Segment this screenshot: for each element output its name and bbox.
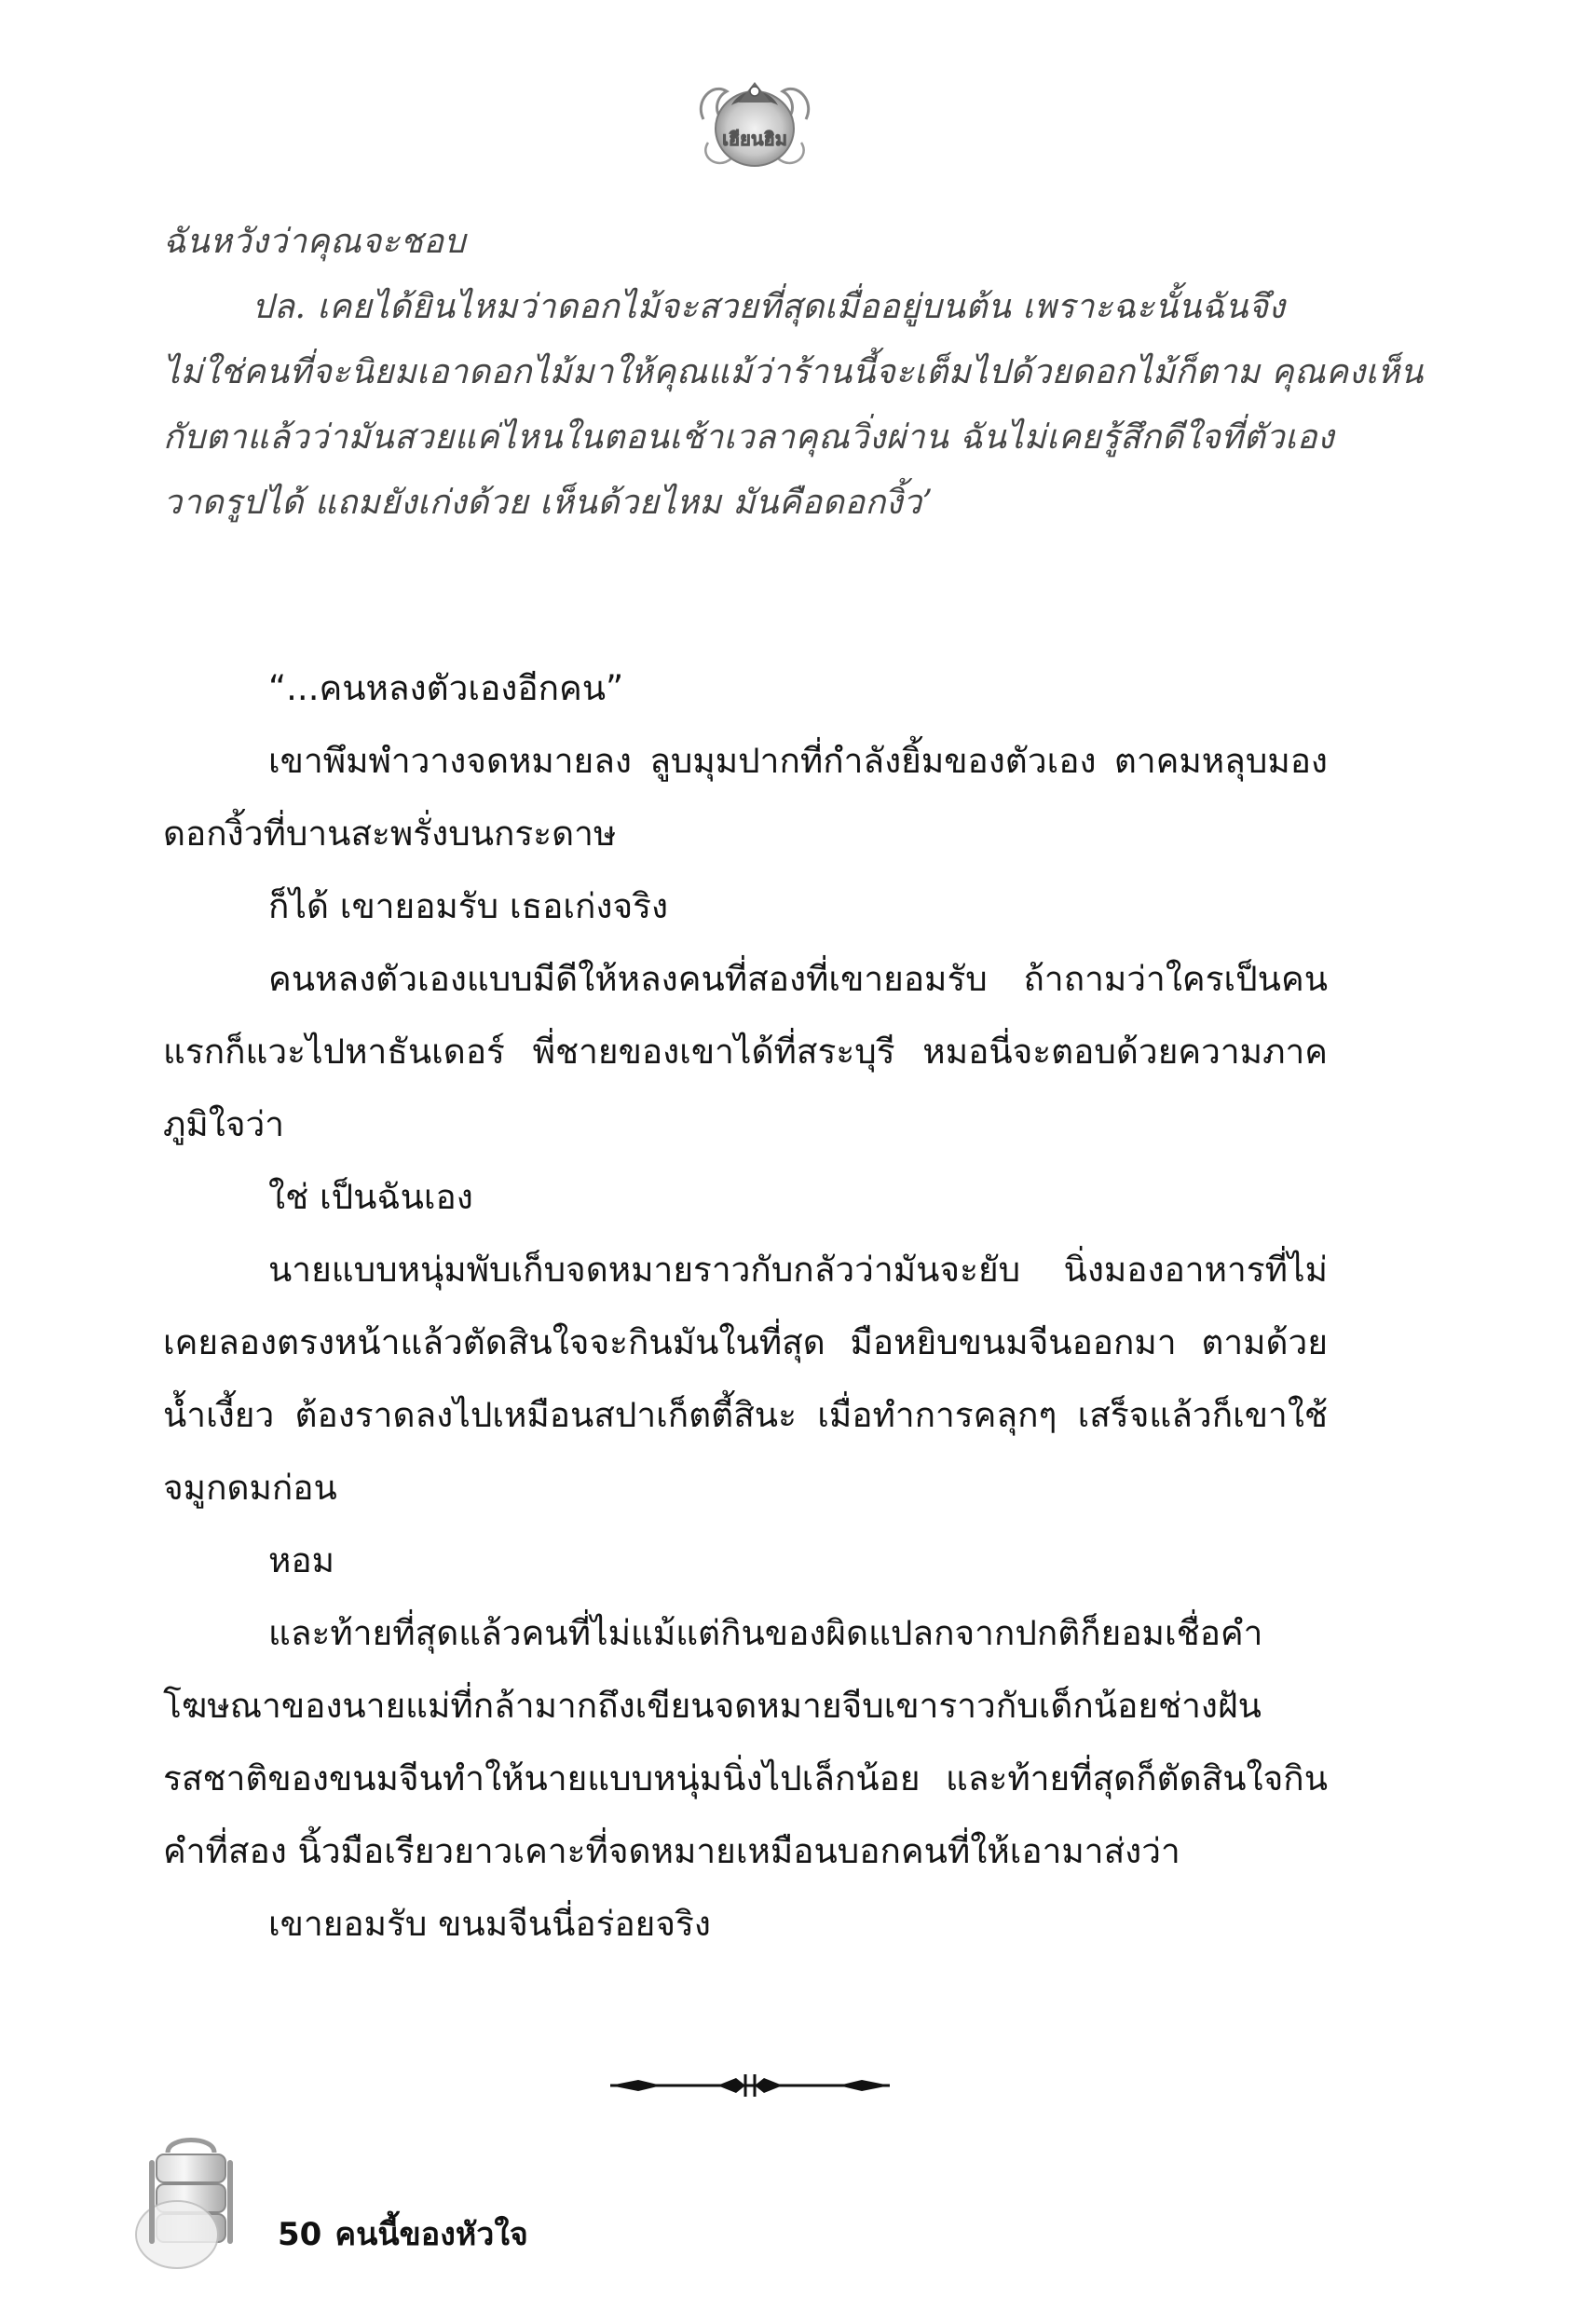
flourish-emblem-icon bbox=[685, 54, 825, 185]
page-footer bbox=[278, 2208, 528, 2259]
body-text bbox=[163, 652, 1328, 1961]
paragraph: หอม bbox=[268, 1540, 335, 1580]
letter-line: ไม่ใช่คนที่จะนิยมเอาดอกไม้มาให้คุณแม้ว่าร้านนี้จะเต็มไปด้วยดอกไม้ก็ตาม คุณคงเห็น bbox=[163, 353, 1424, 391]
book-title: คนนี้ของหัวใจ bbox=[334, 2216, 528, 2253]
letter-line: วาดรูปได้ แถมยังเก่งด้วย เห็นด้วยไหม มันคือดอกงิ้ว’ bbox=[163, 484, 934, 522]
letter-line: กับตาแล้วว่ามันสวยแค่ไหนในตอนเช้าเวลาคุณวิ่งผ่าน ฉันไม่เคยรู้สึกดีใจที่ตัวเอง bbox=[163, 418, 1335, 457]
paragraph: และท้ายที่สุดแล้วคนที่ไม่แม้แต่กินของผิดแปลกจากปกติก็ยอมเชื่อคำโฆษณาของนายแม่ที่กล้ามากถึงเขียนจดหมายจีบเขาราวกับเด็กน้อยช่างฝัน รสชาติของขนมจีนทำให้นายแบบหนุ่มนิ่งไปเล็กน้อย และท้ายที่สุดก็ตัดสินใจกินคำที่สอง นิ้วมือเรียวยาวเคาะที่จดหมายเหมือนบอกคนที่ให้เอามาส่งว่า bbox=[163, 1613, 1328, 1871]
paragraph: คนหลงตัวเองแบบมีดีให้หลงคนที่สองที่เขายอมรับ ถ้าถามว่าใครเป็นคนแรกก็แวะไปหาธันเดอร์ พี่ชายของเขาได้ที่สระบุรี หมอนี่จะตอบด้วยความภาคภูมิใจว่า bbox=[163, 959, 1328, 1144]
paragraph: “...คนหลงตัวเองอีกคน” bbox=[268, 668, 624, 708]
paragraph: ใช่ เป็นฉันเอง bbox=[268, 1177, 473, 1217]
page-number: 50 bbox=[278, 2216, 322, 2253]
section-divider bbox=[606, 2067, 894, 2104]
tiffin-carrier-icon bbox=[130, 2134, 252, 2274]
divider-ornament-icon bbox=[606, 2067, 894, 2104]
letter-line: ฉันหวังว่าคุณจะชอบ bbox=[163, 223, 466, 261]
letter-excerpt bbox=[163, 210, 1424, 536]
paragraph: เขาพึมพำวางจดหมายลง ลูบมุมปากที่กำลังยิ้มของตัวเอง ตาคมหลุบมองดอกงิ้วที่บานสะพรั่งบนกระดาษ bbox=[163, 741, 1328, 854]
paragraph: นายแบบหนุ่มพับเก็บจดหมายราวกับกลัวว่ามันจะยับ นิ่งมองอาหารที่ไม่เคยลองตรงหน้าแล้วตัดสินใจจะกินมันในที่สุด มือหยิบขนมจีนออกมา ตามด้วยน้ำเงี้ยว ต้องราดลงไปเหมือนสปาเก็ตตี้สินะ เมื่อทำการคลุกๆ เสร็จแล้วก็เขาใช้จมูกดมก่อน bbox=[163, 1250, 1328, 1508]
header-logo bbox=[685, 54, 825, 185]
letter-line: ปล. เคยได้ยินไหมว่าดอกไม้จะสวยที่สุดเมื่ออยู่บนต้น เพราะฉะนั้นฉันจึง bbox=[163, 288, 1286, 326]
logo-text: เฮียนฮิม bbox=[722, 128, 787, 150]
paragraph: ก็ได้ เขายอมรับ เธอเก่งจริง bbox=[268, 886, 669, 926]
paragraph: เขายอมรับ ขนมจีนนี่อร่อยจริง bbox=[268, 1904, 711, 1944]
